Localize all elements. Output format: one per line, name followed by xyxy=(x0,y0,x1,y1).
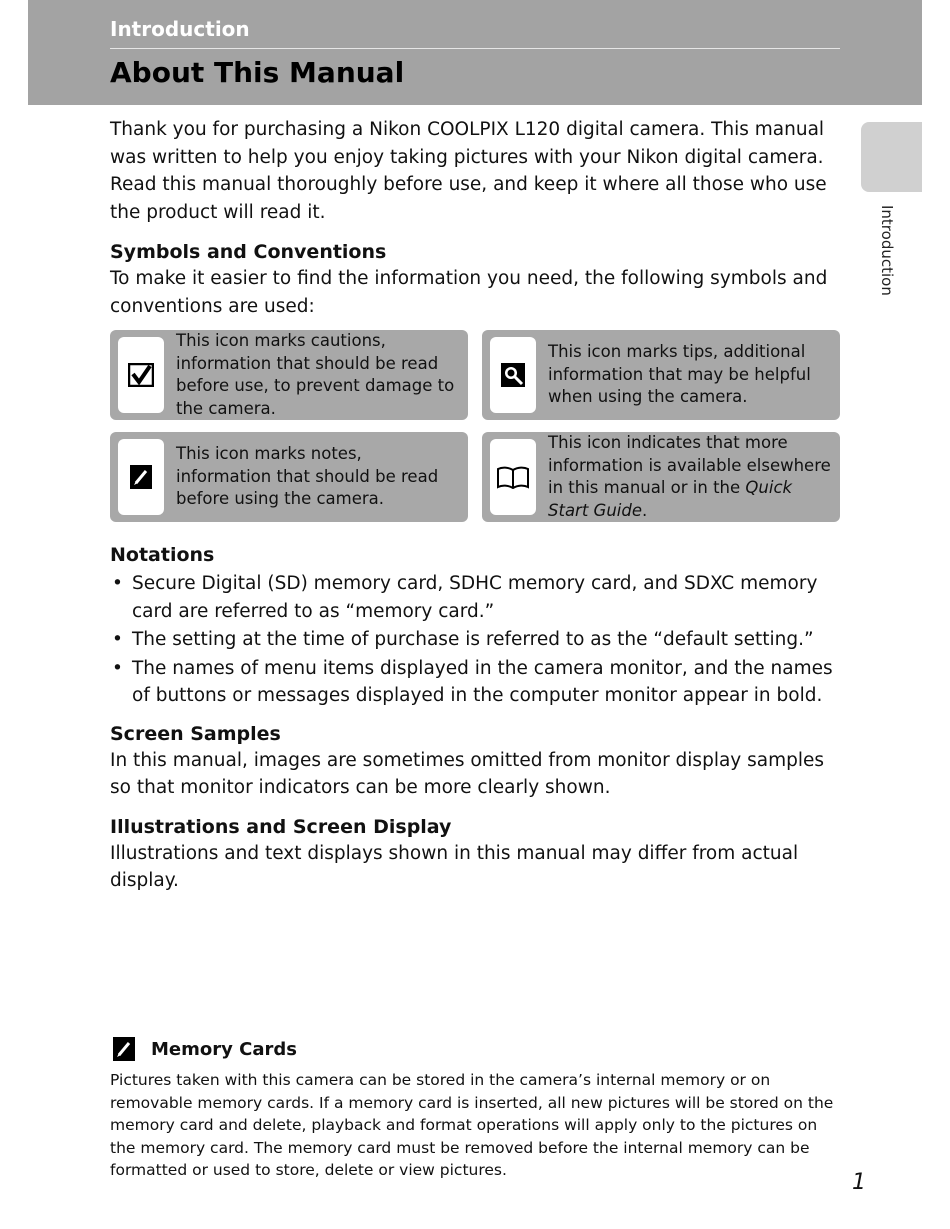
side-tab xyxy=(861,122,922,192)
memory-cards-note xyxy=(110,1035,842,1182)
list-item: • The names of menu items displayed in the camera monitor, and the names of buttons or messages displayed in the computer monitor appear in bold. xyxy=(110,655,842,710)
tip-magnifier-icon xyxy=(500,362,526,388)
symbol-box-text: This icon marks notes, information that should be read before using the camera. xyxy=(176,444,439,509)
notations-list xyxy=(110,570,842,710)
reference-text: This icon indicates that more information is available elsewhere in this manual or in the xyxy=(548,433,831,497)
caution-check-icon xyxy=(128,363,154,387)
main-content xyxy=(110,116,842,895)
note-pencil-icon xyxy=(110,1035,138,1063)
symbol-box-text xyxy=(548,432,832,522)
list-item: • Secure Digital (SD) memory card, SDHC memory card, and SDXC memory card are referred to as “memory card.” xyxy=(110,570,842,625)
icon-tile xyxy=(490,337,536,413)
symbols-lead: To make it easier to find the information you need, the following symbols and conventions are used: xyxy=(110,268,828,317)
symbol-box-tip xyxy=(482,330,840,420)
screen-samples-heading: Screen Samples xyxy=(110,722,281,745)
quick-start-guide-ref: Quick Start Guide xyxy=(548,478,793,520)
memory-cards-header xyxy=(110,1035,842,1063)
list-item: • The setting at the time of purchase is referred to as the “default setting.” xyxy=(110,626,842,654)
illustrations-text: Illustrations and text displays shown in this manual may differ from actual display. xyxy=(110,842,799,891)
page-header xyxy=(28,0,922,105)
icon-tile xyxy=(118,337,164,413)
section-label: Introduction xyxy=(110,17,250,41)
symbols-heading: Symbols and Conventions xyxy=(110,241,387,263)
icon-tile xyxy=(490,439,536,515)
reference-text-end: . xyxy=(642,500,648,520)
symbol-box-text: This icon marks cautions, information that should be read before use, to prevent damage to the camera. xyxy=(176,331,455,418)
memory-cards-heading: Memory Cards xyxy=(151,1038,297,1060)
screen-samples-text: In this manual, images are sometimes omitted from monitor display samples so that monitor indicators can be more clearly shown. xyxy=(110,749,825,798)
notations-heading: Notations xyxy=(110,544,215,566)
note-pencil-icon xyxy=(129,464,153,490)
symbols-grid xyxy=(110,330,842,522)
illustrations-heading: Illustrations and Screen Display xyxy=(110,815,452,838)
header-divider xyxy=(110,48,840,49)
book-icon xyxy=(496,465,530,489)
symbol-box-reference xyxy=(482,432,840,522)
symbol-box-text: This icon marks tips, additional information that may be helpful when using the camera. xyxy=(548,342,811,407)
side-tab-label: Introduction xyxy=(878,205,896,296)
icon-tile xyxy=(118,439,164,515)
page-title: About This Manual xyxy=(110,56,405,89)
intro-paragraph: Thank you for purchasing a Nikon COOLPIX L120 digital camera. This manual was written to help you enjoy taking pictures with your Nikon digital camera. Read this manual thoroughly before use, and keep it where all those who use the product will read it. xyxy=(110,119,827,223)
page-number: 1 xyxy=(852,1170,866,1195)
symbol-box-note xyxy=(110,432,468,522)
memory-cards-text: Pictures taken with this camera can be stored in the camera’s internal memory or on removable memory cards. If a memory card is inserted, all new pictures will be stored on the memory card and delete, playback and format operations will apply only to the pictures on the memory card. The memory card must be removed before the internal memory can be formatted or used to store, delete or view pictures. xyxy=(110,1071,834,1179)
symbol-box-caution xyxy=(110,330,468,420)
